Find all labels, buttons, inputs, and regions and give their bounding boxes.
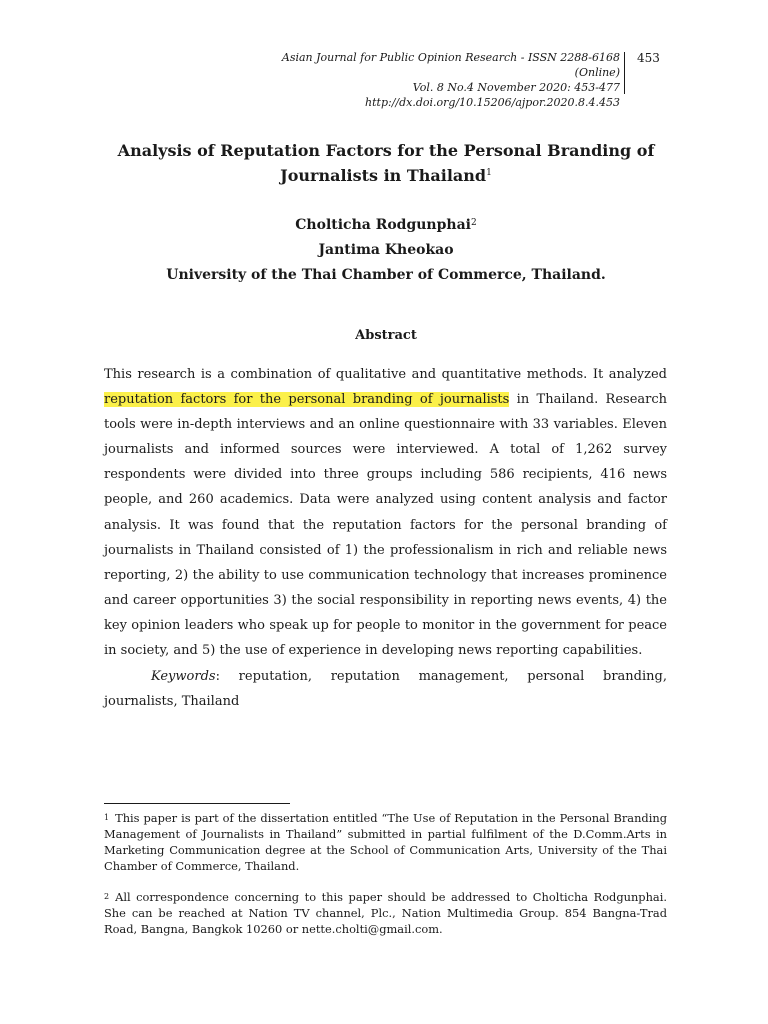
journal-title-line: Asian Journal for Public Opinion Research - ISSN 2288-6168 (Online) [281, 51, 620, 79]
page-number: 453 [637, 51, 660, 65]
journal-doi-line[interactable]: http://dx.doi.org/10.15206/ajpor.2020.8.4.453 [365, 96, 620, 109]
journal-volume-line: Vol. 8 No.4 November 2020: 453-477 [412, 81, 620, 94]
footnote-1: $^1$ This paper is part of the dissertation entitled “The Use of Reputation in the Personal Branding Management of Journalists in Thailand” submitted in partial fulfilment of the D.Comm.Arts in Marketing Communication degree at the School of Communication Arts, University of the Thai Chamber of Commerce, Thailand. [104, 811, 667, 873]
highlighted-phrase: reputation factors for the personal branding of journalists [104, 392, 510, 408]
paper-title [104, 138, 668, 188]
author-2: Jantima Kheokao [318, 242, 454, 258]
header-divider [624, 52, 625, 94]
footnote-2: $^2$ All correspondence concerning to this paper should be addressed to Cholticha Rodgunphai. She can be reached at Nation TV channel, Plc., Nation Multimedia Group. 854 Bangna-Trad Road, Bangna, Bangkok 10260 or nette.cholti@gmail.com. [104, 890, 667, 936]
journal-header [250, 50, 620, 110]
abstract-heading: Abstract [355, 328, 417, 343]
author-footnote-mark[interactable]: 2 [470, 218, 477, 228]
keywords-list: : reputation, reputation management, personal branding, journalists, Thailand [104, 669, 667, 710]
footnote-divider [104, 803, 290, 804]
title-line-2: Journalists in Thailand$^1$ [280, 166, 492, 185]
keywords-label: Keywords [151, 669, 216, 684]
keywords [104, 664, 667, 714]
abstract-body: This research is a combination of qualitative and quantitative methods. It analyzed reputation factors for the personal branding of journalists in Thailand. Research tools were in-depth interviews and an online questionnaire with 33 variables. Eleven journalists and informed sources were interviewed. A total of 1,262 survey respondents were divided into three groups including 586 recipients, 416 news people, and 260 academics. Data were analyzed using content analysis and factor analysis. It was found that the reputation factors for the personal branding of journalists in Thailand consisted of 1) the professionalism in rich and reliable news reporting, 2) the ability to use communication technology that increases prominence and career opportunities 3) the social responsibility in reporting news events, 4) the key opinion leaders who speak up for people to monitor in the government for peace in society, and 5) the use of experience in developing news reporting capabilities. [104, 367, 668, 659]
title-line-1: Analysis of Reputation Factors for the Personal Branding of [117, 141, 655, 160]
title-footnote-mark[interactable]: 1 [486, 168, 492, 178]
affiliation: University of the Thai Chamber of Commerce, Thailand. [166, 267, 606, 283]
author-1: Cholticha Rodgunphai$^2$ [295, 217, 477, 233]
